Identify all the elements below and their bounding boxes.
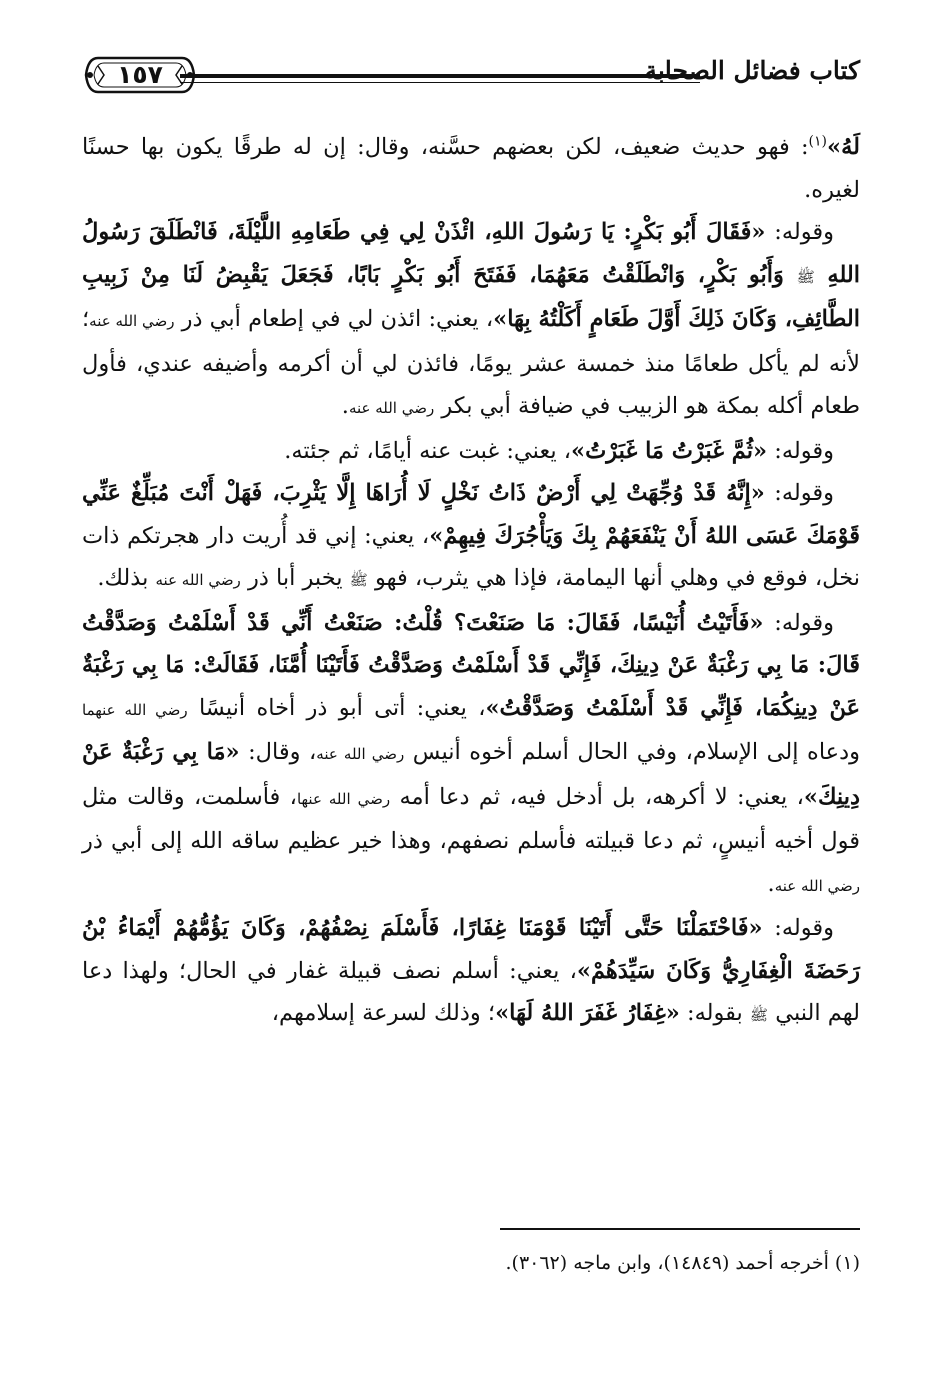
honorific: ﷺ: [349, 571, 368, 589]
commentary-text: ، يعني: ائذن لي في إطعام أبي ذر: [174, 306, 494, 332]
honorific: ﷺ: [796, 267, 815, 286]
commentary-text: بذلك.: [97, 565, 156, 591]
book-title: كتاب فضائل الصحابة: [644, 56, 860, 85]
paragraph: [82, 126, 860, 211]
commentary-text: ، يعني: أسلم نصف قبيلة غفار في الحال؛ ولهذا دعا لهم النبي: [82, 957, 860, 1026]
commentary-text: ؛ وذلك لسرعة إسلامهم،: [271, 1000, 496, 1026]
honorific: رضي الله عنه: [316, 745, 405, 763]
honorific: رضي الله عنها: [296, 789, 391, 808]
footnote-separator: [500, 1228, 860, 1230]
commentary-text: وقوله:: [763, 609, 834, 636]
commentary-text: بقوله:: [679, 1000, 750, 1026]
page-header: [84, 52, 860, 100]
commentary-text: ؛ لأنه لم يأكل طعامًا منذ خمسة عشر يومًا، فائذن لي أن أكرمه وأضيفه عندي، فأول طعام أكله بمكة هو الزبيب في ضيافة أبي بكر: [82, 306, 860, 419]
honorific: ﷺ: [749, 1006, 769, 1024]
hadith-quote: «غِفَارُ غَفَرَ اللهُ لَهَا»: [495, 1000, 680, 1026]
page-number: ١٥٧: [117, 60, 163, 89]
hadith-quote: لَهُ»: [827, 134, 860, 160]
paragraph: [82, 472, 860, 602]
commentary-text: ، وقال:: [239, 739, 317, 765]
hadith-quote: «ثُمَّ غَبَرْتُ مَا غَبَرْتُ»: [571, 437, 768, 464]
header-rule-thin: [180, 82, 700, 83]
paragraph: [82, 907, 860, 1037]
commentary-text: ، يعني: لا أكرهه، بل أدخل فيه، ثم دعا أمه: [390, 783, 804, 810]
commentary-text: يخبر أبا ذر: [240, 565, 350, 591]
hadith-quote: وَأَبُو بَكْرٍ، وَانْطَلَقْتُ مَعَهُمَا، فَفَتَحَ أَبُو بَكْرٍ بَابًا، فَجَعَلَ يَقْبِضُ لَنَا مِنْ زَبِيبِ الطَّائِفِ، وَكَانَ ذَلِكَ أَوَّلَ طَعَامٍ أَكَلْتُهُ بِهَا»: [82, 261, 860, 332]
hadith-quote: «فَأَتَيْتُ أُنَيْسًا، فَقَالَ: مَا صَنَعْتَ؟ قُلْتُ: صَنَعْتُ أَنِّي قَدْ أَسْلَمْتُ وَصَدَّقْتُ قَالَ: مَا بِي رَغْبَةٌ عَنْ دِينِكَ، فَإِنِّي قَدْ أَسْلَمْتُ وَصَدَّقْتُ فَأَتَيْنَا أُمَّنَا، فَقَالَتْ: مَا بِي رَغْبَةٌ عَنْ دِينِكُمَا، فَإِنِّي قَدْ أَسْلَمْتُ وَصَدَّقْتُ»: [82, 609, 860, 721]
commentary-text: ، فأسلمت، وقالت مثل قول أخيه أنيسٍ، ثم دعا قبيلته فأسلم نصفهم، وهذا خير عظيم ساقه الله إلى أبي ذر: [82, 783, 860, 854]
hadith-quote: «إِنَّهُ قَدْ وُجِّهَتْ لِي أَرْضٌ ذَاتُ نَخْلٍ لَا أُرَاهَا إِلَّا يَثْرِبَ، فَهَلْ أَنْتَ مُبَلِّغٌ عَنِّي قَوْمَكَ عَسَى اللهُ أَنْ يَنْفَعَهُمْ بِكَ وَيَأْجُرَكَ فِيهِمْ»: [82, 480, 860, 549]
commentary-text: ، يعني: إني قد أُريت دار هجرتكم ذات نخل، فوقع في وهلي أنها اليمامة، فإذا هي يثرب، فهو: [82, 522, 860, 591]
commentary-text: : فهو حديث ضعيف، لكن بعضهم حسَّنه، وقال: إن له طرقًا يكون بها حسنًا لغيره.: [82, 134, 860, 203]
page-body: [82, 126, 860, 1037]
commentary-text: .: [341, 393, 349, 419]
commentary-text: .: [767, 870, 775, 897]
footnote: (١) أخرجه أحمد (١٤٨٤٩)، وابن ماجه (٣٠٦٢).: [505, 1252, 860, 1274]
honorific: رضي الله عنهما: [82, 700, 188, 719]
commentary-text: ، يعني: غبت عنه أيامًا، ثم جئته.: [284, 437, 572, 464]
hadith-quote: «فَقَالَ أَبُو بَكْرٍ: يَا رَسُولَ اللهِ، ائْذَنْ لِي فِي طَعَامِهِ اللَّيْلَةَ، فَانْطَلَقَ رَسُولُ اللهِ: [82, 219, 860, 288]
paragraph: [82, 211, 860, 430]
honorific: رضي الله عنه: [155, 571, 241, 589]
footnote-ref: (١): [808, 133, 828, 150]
commentary-text: وقوله:: [765, 219, 834, 245]
honorific: رضي الله عنه: [774, 876, 860, 895]
paragraph: [82, 430, 860, 473]
commentary-text: وقوله:: [764, 480, 834, 506]
honorific: رضي الله عنه: [89, 312, 175, 330]
paragraph: [82, 602, 860, 908]
header-rule: [180, 74, 700, 78]
hadith-quote: «مَا بِي رَغْبَةٌ عَنْ دِينِكَ»: [82, 739, 861, 810]
commentary-text: وقوله:: [767, 437, 834, 464]
commentary-text: وقوله:: [762, 915, 834, 941]
honorific: رضي الله عنه: [348, 399, 435, 417]
commentary-text: ، يعني: أتى أبو ذر أخاه أنيسًا: [187, 694, 486, 721]
commentary-text: ودعاه إلى الإسلام، وفي الحال أسلم أخوه أنيس: [404, 739, 860, 765]
hadith-quote: «فَاحْتَمَلْنَا حَتَّى أَتَيْنَا قَوْمَنَا غِفَارًا، فَأَسْلَمَ نِصْفُهُمْ، وَكَانَ يَؤُمُّهُمْ أَيْمَاءُ بْنُ رَحَضَةَ الْغِفَارِيُّ وَكَانَ سَيِّدَهُمْ»: [82, 915, 860, 984]
